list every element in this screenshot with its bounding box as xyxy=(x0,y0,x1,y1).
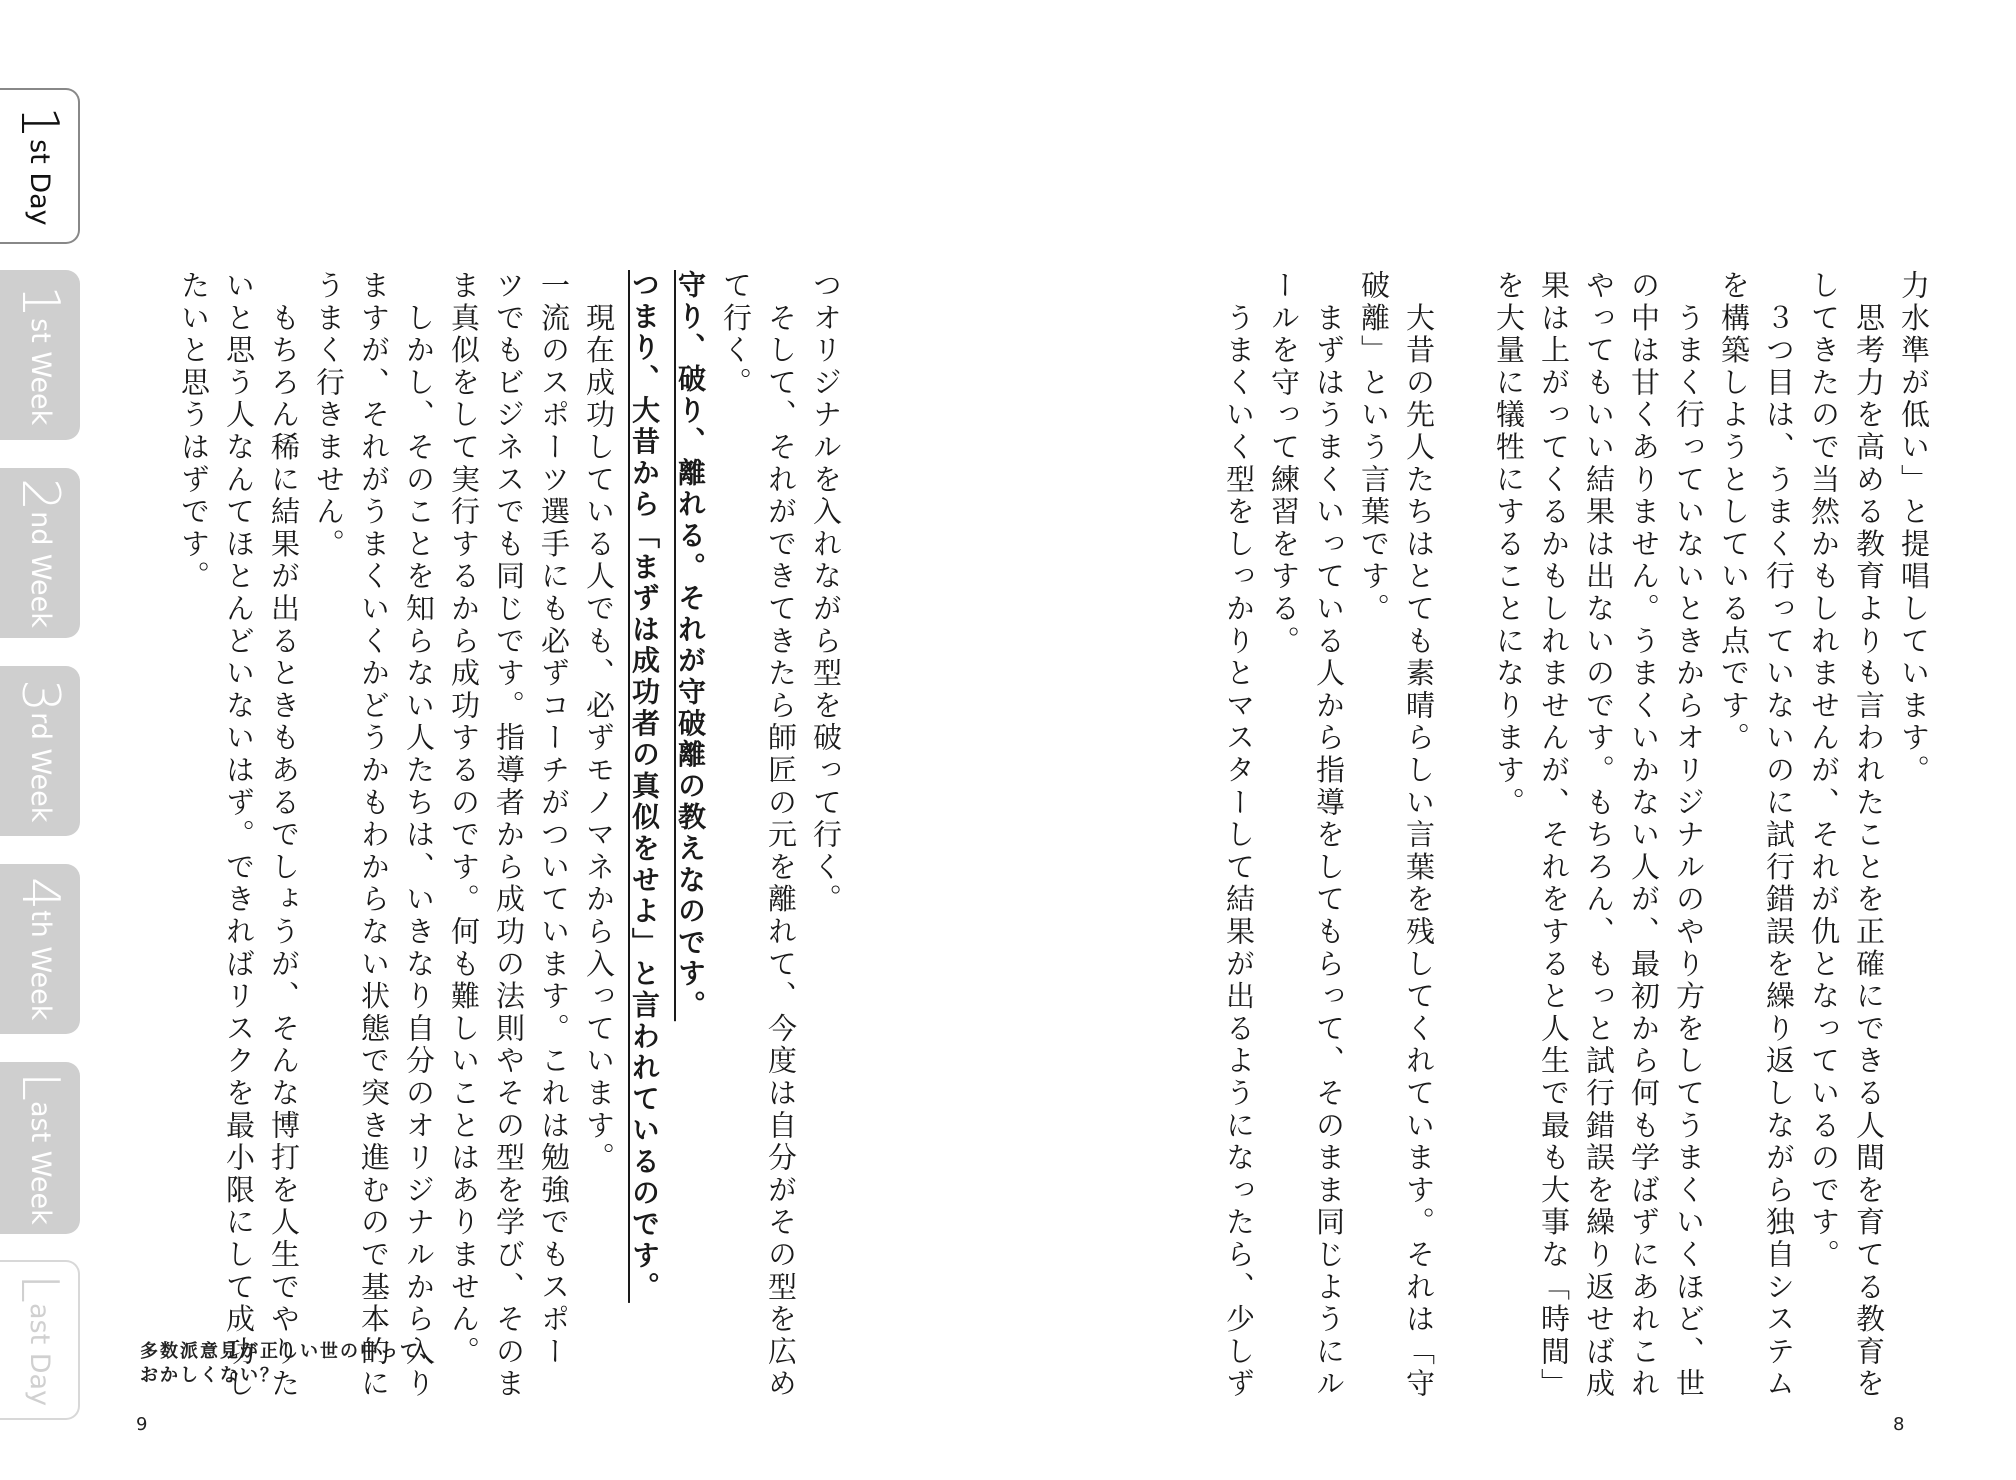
text-line: ールを守って練習をする。 xyxy=(1267,270,1301,658)
tab-number: 1 xyxy=(10,284,70,318)
text-line: の中は甘くありません。うまくいかない人が、最初から何も学ばずにあれこれ xyxy=(1627,270,1661,1401)
right-page-body xyxy=(1216,270,1936,1401)
text-line: つオリジナルを入れながら型を破って行く。 xyxy=(809,270,843,916)
tab-label: ast Week xyxy=(25,1100,56,1225)
text-line: ま真似をして実行するから成功するのです。何も難しいことはありません。 xyxy=(447,270,481,1369)
text-line: いと思う人なんてほとんどいないはず。できればリスクを最小限にして成功し xyxy=(222,270,256,1401)
tab-label: st Week xyxy=(25,317,56,426)
tab-number: 4 xyxy=(10,877,70,911)
text-line: ますが、それがうまくいくかどうかもわからない状態で突き進むので基本的に xyxy=(357,270,391,1401)
text-line: もちろん稀に結果が出るときもあるでしょうが、そんな博打を人生でやりた xyxy=(267,270,301,1401)
text-line: うまく行きません。 xyxy=(312,270,346,561)
text-line: 果は上がってくるかもしれませんが、それをすると人生で最も大事な「時間」 xyxy=(1537,270,1571,1401)
text-line: て行く。 xyxy=(719,270,753,400)
text-line: 破離」という言葉です。 xyxy=(1357,270,1391,626)
text-line: 大昔の先人たちはとても素晴らしい言葉を残してくれています。それは「守 xyxy=(1402,270,1436,1401)
tab-number: 3 xyxy=(10,679,70,713)
text-line: ツでもビジネスでも同じです。指導者から成功の法則やその型を学び、そのま xyxy=(492,270,526,1401)
tab-number: 1 xyxy=(9,106,69,140)
tab-label: ast Day xyxy=(24,1302,55,1407)
footer-title-line: おかしくない？ xyxy=(140,1365,280,1386)
text-line: してきたので当然かもしれませんが、それが仇となっているのです。 xyxy=(1807,270,1841,1272)
text-line: ３つ目は、うまく行っていないのに試行錯誤を繰り返しながら独自システム xyxy=(1762,270,1796,1401)
tab-last-week[interactable] xyxy=(0,1062,80,1234)
tab-number: L xyxy=(9,1273,69,1303)
left-page-body xyxy=(171,270,848,1401)
text-line: うまくいく型をしっかりとマスターして結果が出るようになったら、少しず xyxy=(1222,270,1256,1401)
bold-statement-2: つまり、大昔から「まずは成功者の真似をせよ」と言われているのです。 xyxy=(628,270,661,1303)
bold-statement-1: 守り、破り、離れる。それが守破離の教えなのです。 xyxy=(674,270,707,1022)
text-line: まずはうまくいっている人から指導をしてもらって、そのまま同じようにル xyxy=(1312,270,1346,1401)
text-line: うまく行っていないときからオリジナルのやり方をしてうまくいくほど、世 xyxy=(1672,270,1706,1401)
text-line: やってもいい結果は出ないのです。もちろん、もっと試行錯誤を繰り返せば成 xyxy=(1582,270,1616,1401)
tab-1st-week[interactable] xyxy=(0,270,80,440)
text-line: しかし、そのことを知らない人たちは、いきなり自分のオリジナルから入り xyxy=(402,270,436,1401)
tab-4th-week[interactable] xyxy=(0,864,80,1034)
chapter-tabs xyxy=(0,0,90,1480)
tab-last-day[interactable] xyxy=(0,1260,80,1420)
text-line: たいと思うはずです。 xyxy=(177,270,211,593)
text-line: 思考力を高める教育よりも言われたことを正確にできる人間を育てる教育を xyxy=(1852,270,1886,1401)
tab-label: th Week xyxy=(25,910,56,1021)
text-line: を構築しようとしている点です。 xyxy=(1717,270,1751,755)
page-number-left: 9 xyxy=(136,1414,148,1435)
tab-number: 2 xyxy=(10,478,70,512)
tab-1st-day[interactable] xyxy=(0,88,80,244)
tab-2nd-week[interactable] xyxy=(0,468,80,638)
text-line: 一流のスポーツ選手にも必ずコーチがついています。これは勉強でもスポー xyxy=(537,270,571,1369)
text-line: そして、それができてきたら師匠の元を離れて、今度は自分がその型を広め xyxy=(764,270,798,1401)
text-line: 現在成功している人でも、必ずモノマネから入っています。 xyxy=(582,270,616,1175)
tab-number: L xyxy=(10,1071,70,1101)
tab-3rd-week[interactable] xyxy=(0,666,80,836)
tab-label: nd Week xyxy=(25,511,56,628)
tab-label: st Day xyxy=(24,139,55,226)
footer-title-line: 多数派意見が正しい世の中って、 xyxy=(140,1341,440,1362)
text-line: を大量に犠牲にすることになります。 xyxy=(1492,270,1526,820)
page-number-right: 8 xyxy=(1893,1414,1905,1435)
text-line: 力水準が低い」と提唱しています。 xyxy=(1897,270,1931,787)
running-footer-title xyxy=(140,1340,440,1388)
tab-label: rd Week xyxy=(25,712,56,823)
